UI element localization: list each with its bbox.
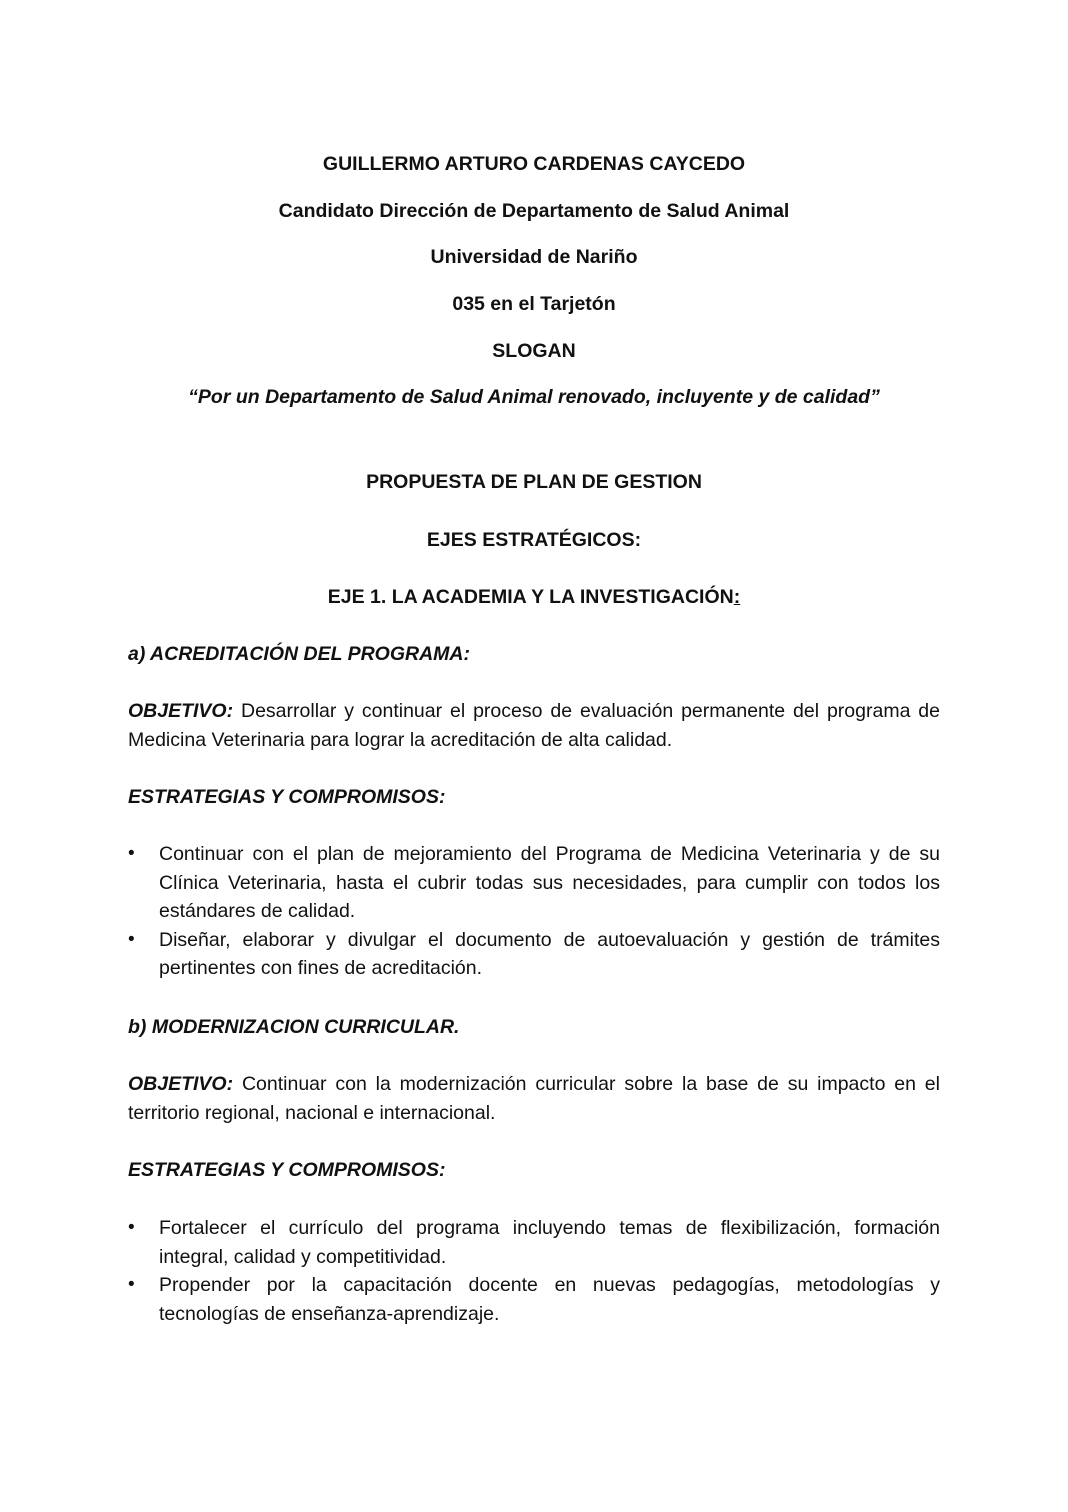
axes-title: EJES ESTRATÉGICOS: [426,529,642,551]
section-b-objective [128,1070,940,1127]
bullet-icon: • [128,843,135,864]
list-item-text: Continuar con el plan de mejoramiento del Programa de Medicina Veterinaria y de su Clínica Veterinaria, hasta el cubrir todas sus necesidades, para cumplir con todos los estándares de calidad. [159,843,940,922]
ballot-number: 035 en el Tarjetón [452,293,616,315]
objective-text: Continuar con la modernización curricular sobre la base de su impacto en el territorio regional, nacional e internacional. [128,1073,940,1124]
candidate-name: GUILLERMO ARTURO CARDENAS CAYCEDO [322,153,746,175]
bullet-icon: • [128,1274,135,1295]
section-b-bullet-list [128,1214,940,1328]
list-item-text: Propender por la capacitación docente en nuevas pedagogías, metodologías y tecnologías de enseñanza-aprendizaje. [159,1274,940,1325]
plan-title: PROPUESTA DE PLAN DE GESTION [366,471,702,493]
list-item [128,840,940,926]
section-a-bullet-list [128,840,940,983]
slogan-text: “Por un Departamento de Salud Animal renovado, incluyente y de calidad” [188,386,880,408]
objective-label: OBJETIVO: [128,700,234,722]
candidacy-line: Candidato Dirección de Departamento de Salud Animal [278,200,790,222]
axis1-title-text: EJE 1. LA ACADEMIA Y LA INVESTIGACIÓN [327,586,734,608]
bullet-icon: • [128,928,135,950]
section-b-heading: b) MODERNIZACION CURRICULAR. [128,1016,460,1038]
section-a-objective [128,697,940,754]
objective-label: OBJETIVO: [128,1073,234,1095]
list-item [128,1214,940,1271]
bullet-icon: • [128,1217,135,1238]
axis1-title [0,585,1068,609]
section-a-heading: a) ACREDITACIÓN DEL PROGRAMA: [128,643,470,665]
slogan-label: SLOGAN [492,340,576,362]
objective-text: Desarrollar y continuar el proceso de evaluación permanente del programa de Medicina Veterinaria para lograr la acreditación de alta calidad. [128,700,940,751]
list-item [128,1271,940,1328]
university-line: Universidad de Nariño [430,246,638,268]
section-b-strategies-heading: ESTRATEGIAS Y COMPROMISOS: [128,1159,446,1181]
list-item-text: Diseñar, elaborar y divulgar el documento de autoevaluación y gestión de trámites pertinentes con fines de acreditación. [159,928,940,979]
list-item-text: Fortalecer el currículo del programa incluyendo temas de flexibilización, formación integral, calidad y competitividad. [159,1217,940,1268]
axis1-title-colon: : [733,586,741,608]
section-a-strategies-heading: ESTRATEGIAS Y COMPROMISOS: [128,786,446,808]
list-item [128,926,940,983]
